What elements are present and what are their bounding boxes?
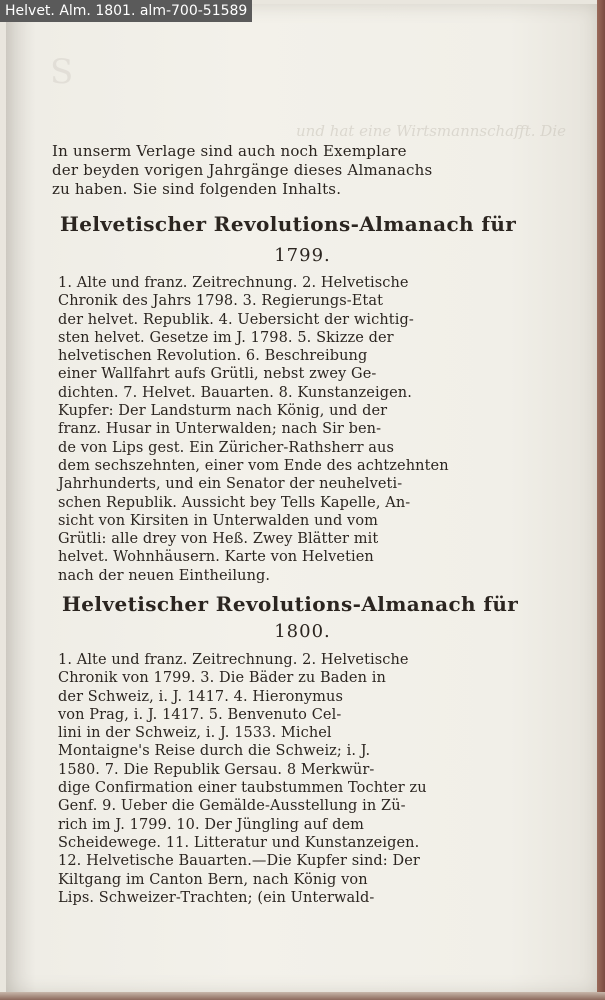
contents-line: einer Wallfahrt aufs Grütli, nebst zwey Ge- bbox=[58, 366, 377, 383]
section-heading-1800: Helvetischer Revolutions-Almanach für bbox=[62, 592, 519, 616]
contents-line: dem sechszehnten, einer vom Ende des achtzehnten bbox=[58, 457, 449, 474]
contents-line: Grütli: alle drey von Heß. Zwey Blätter mit bbox=[58, 531, 379, 548]
contents-line: von Prag, i. J. 1417. 5. Benvenuto Cel- bbox=[58, 706, 342, 723]
contents-line: der helvet. Republik. 4. Uebersicht der wichtig- bbox=[58, 311, 414, 328]
contents-line: Lips. Schweizer-Trachten; (ein Unterwald- bbox=[58, 889, 375, 906]
intro-line: der beyden vorigen Jahrgänge dieses Almanachs bbox=[52, 161, 433, 179]
contents-1799 bbox=[58, 274, 492, 585]
section-year-1800: 1800. bbox=[274, 621, 331, 642]
contents-line: franz. Husar in Unterwalden; nach Sir ben- bbox=[58, 421, 382, 438]
contents-line: 12. Helvetische Bauarten.—Die Kupfer sind: Der bbox=[58, 853, 420, 870]
contents-line: schen Republik. Aussicht bey Tells Kapelle, An- bbox=[58, 494, 411, 511]
contents-line: de von Lips gest. Ein Züricher-Rathsherr aus bbox=[58, 439, 395, 456]
contents-line: helvetischen Revolution. 6. Beschreibung bbox=[58, 348, 368, 365]
contents-line: dige Confirmation einer taubstummen Tochter zu bbox=[58, 780, 427, 797]
intro-paragraph bbox=[52, 142, 562, 199]
contents-line: Kupfer: Der Landsturm nach König, und der bbox=[58, 403, 388, 420]
contents-line: Genf. 9. Ueber die Gemälde-Ausstellung in Zü- bbox=[58, 798, 406, 815]
contents-line: rich im J. 1799. 10. Der Jüngling auf dem bbox=[58, 816, 365, 833]
contents-line: 1. Alte und franz. Zeitrechnung. 2. Helvetische bbox=[58, 652, 409, 668]
contents-line: lini in der Schweiz, i. J. 1533. Michel bbox=[58, 725, 332, 742]
contents-line: Kiltgang im Canton Bern, nach König von bbox=[58, 871, 368, 888]
intro-line: In unserm Verlage sind auch noch Exemplare bbox=[52, 142, 407, 160]
contents-line: 1580. 7. Die Republik Gersau. 8 Merkwür- bbox=[58, 761, 375, 778]
contents-line: sten helvet. Gesetze im J. 1798. 5. Skizze der bbox=[58, 329, 394, 346]
contents-line: helvet. Wohnhäusern. Karte von Helvetien bbox=[58, 549, 374, 566]
contents-line: Scheidewege. 11. Litteratur und Kunstanzeigen. bbox=[58, 834, 420, 851]
contents-1800 bbox=[58, 651, 492, 907]
contents-line: der Schweiz, i. J. 1417. 4. Hieronymus bbox=[58, 688, 343, 705]
image-caption: Helvet. Alm. 1801. alm-700-51589 bbox=[0, 0, 252, 22]
page-bottom-edge bbox=[0, 992, 605, 1000]
bleed-through-text: und hat eine Wirtsmannschafft. Die bbox=[296, 122, 566, 140]
section-heading-1799: Helvetischer Revolutions-Almanach für bbox=[60, 212, 517, 236]
contents-line: Chronik von 1799. 3. Die Bäder zu Baden in bbox=[58, 670, 386, 687]
contents-line: Chronik des Jahrs 1798. 3. Regierungs-Etat bbox=[58, 293, 384, 310]
intro-line: zu haben. Sie sind folgenden Inhalts. bbox=[52, 180, 342, 198]
section-year-1799: 1799. bbox=[274, 245, 331, 266]
contents-line: Montaigne's Reise durch die Schweiz; i. J. bbox=[58, 743, 371, 760]
contents-line: sicht von Kirsiten in Unterwalden und vom bbox=[58, 512, 379, 529]
contents-line: dichten. 7. Helvet. Bauarten. 8. Kunstanzeigen. bbox=[58, 384, 412, 401]
book-cover-edge bbox=[597, 0, 605, 1000]
contents-line: nach der neuen Eintheilung. bbox=[58, 567, 271, 584]
bleed-through-letter: S bbox=[50, 52, 74, 92]
contents-line: Jahrhunderts, und ein Senator der neuhelveti- bbox=[58, 476, 403, 493]
contents-line: 1. Alte und franz. Zeitrechnung. 2. Helvetische bbox=[58, 275, 409, 291]
